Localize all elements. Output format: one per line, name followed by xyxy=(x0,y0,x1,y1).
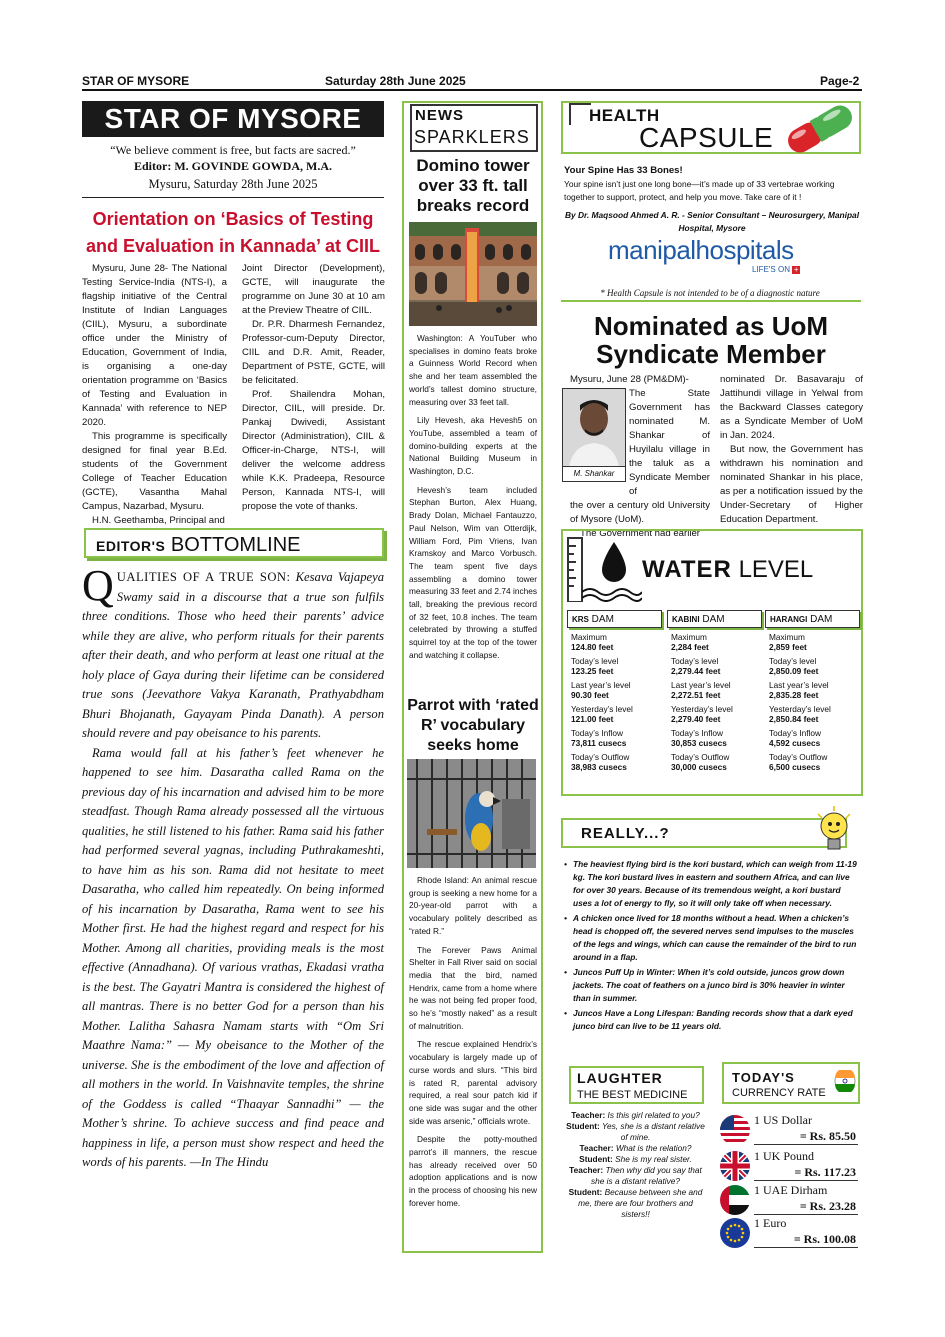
shankar-photo-caption: M. Shankar xyxy=(563,466,625,481)
currency-value: = Rs. 117.23 xyxy=(794,1165,856,1179)
dam-stat-value: 2,859 feet xyxy=(769,642,807,652)
masthead-info xyxy=(82,142,384,192)
dam-stat-value: 2,279.44 feet xyxy=(671,666,721,676)
currency-name: 1 Euro xyxy=(754,1216,787,1230)
really-facts-list xyxy=(563,858,861,1035)
joke-line: Teacher: What is the relation? xyxy=(579,1143,692,1153)
dam-stat-value: 6,500 cusecs xyxy=(769,762,821,772)
parrot-para: Despite the potty-mouthed parrot’s ill manners, the rescue has already received over 50 adoption applications and is now in the process of choosing his new forever home. xyxy=(409,1134,537,1208)
domino-para: Washington: A YouTuber who specialises in domino feats broke a Guinness World Record when she and her team assembled the world’s tallest domino structure, measuring over 33 feet tall. xyxy=(409,333,537,407)
laughter-banner xyxy=(569,1066,704,1104)
domino-headline: Domino tower over 33 ft. tall breaks record xyxy=(416,156,530,215)
domino-photo xyxy=(409,222,537,326)
currency-rule xyxy=(754,1180,858,1181)
parrot-para: Rhode Island: An animal rescue group is seeking a new home for a 20-year-old parrot with a vocabulary politely described as “rated R.” xyxy=(409,875,537,936)
uae-flag-icon xyxy=(720,1185,750,1215)
really-banner xyxy=(561,818,847,848)
harangi-dam-stats: Maximum 2,859 feet Today’s level 2,850.09 feet Last year’s level 2,835.28 feet Yesterday’s level 2,850.84 feet Today’s Inflow 4,592 cusecs Today’s Outflow 6,500 cusecs xyxy=(765,632,860,773)
joke-line: Teacher: Is this girl related to you? xyxy=(571,1110,700,1120)
health-byline: By Dr. Maqsood Ahmed A. R. - Senior Consultant – Neurosurgery, Manipal Hospital, Mysore xyxy=(564,210,860,233)
kabini-dam-column xyxy=(667,610,762,773)
currency-name: 1 UAE Dirham xyxy=(754,1183,828,1197)
india-flag-icon xyxy=(834,1070,856,1092)
editorial-dropcap: Q xyxy=(82,561,114,610)
dam-stat-value: 2,284 feet xyxy=(671,642,709,652)
domino-article xyxy=(409,332,537,668)
currency-rule xyxy=(754,1247,858,1248)
domino-photo-illustration xyxy=(409,222,537,326)
ciil-para: Prof. Shailendra Mohan, Director, CIIL, will preside. Dr. Pankaj Dwivedi, Assistant Director (Administration), CIIL & Officer-in-Charge, NTS-I, will deliver the welcome address while K.K. Pradeepa, Resource Person, Kannada NTS-I, will propose the vote of thanks. xyxy=(242,389,385,512)
nominated-wrap-text: The State Government has nominated M. Shankar of Huyilalu village in the taluk as a Syndicate Member of xyxy=(629,388,710,497)
masthead-dateline: Mysuru, Saturday 28th June 2025 xyxy=(148,177,318,191)
nominated-para: nominated Dr. Basavaraju of Jattihundi village in Yelwal from the Backward Classes category as a Syndicate Member of UoM in Jan. 2024. xyxy=(720,374,863,441)
manipal-tagline: LIFE'S ON + xyxy=(752,265,799,274)
editorial-lead-caps: UALITIES OF A TRUE SON: xyxy=(116,570,291,584)
editors-bottomline-label: EDITOR'S BOTTOMLINE xyxy=(96,534,301,556)
harangi-dam-column xyxy=(765,610,860,773)
sparklers-label: SPARKLERS xyxy=(414,127,530,147)
nominated-lead: Mysuru, June 28 (PM&DM)- xyxy=(570,374,689,385)
dam-stat-value: 2,850.84 feet xyxy=(769,714,819,724)
dam-stat-value: 123.25 feet xyxy=(571,666,614,676)
joke-line: Student: Because between she and me, there are four brothers and sisters!! xyxy=(568,1187,703,1219)
currency-row-eur xyxy=(720,1216,860,1250)
dam-stat-value: 2,272.51 feet xyxy=(671,690,721,700)
lightbulb-icon xyxy=(812,806,856,854)
shankar-photo xyxy=(562,388,626,482)
capsule-pill-icon xyxy=(779,105,861,153)
harangi-dam-title: HARANGI DAM xyxy=(765,610,860,628)
krs-dam-column xyxy=(567,610,662,773)
dam-stat-value: 90.30 feet xyxy=(571,690,609,700)
really-label: REALLY...? xyxy=(581,825,670,842)
us-flag-icon xyxy=(720,1115,750,1145)
ciil-headline: Orientation on ‘Basics of Testing and Evaluation in Kannada’ at CIIL xyxy=(85,209,381,256)
currency-rule xyxy=(754,1214,858,1215)
currency-rate-label: CURRENCY RATE xyxy=(732,1087,826,1099)
header-rule xyxy=(82,89,862,91)
masthead-rule xyxy=(82,197,384,198)
health-body: Your spine isn’t just one long bone—it’s made up of 33 vertebrae working together to support, protect, and help you move. Take care of it ! xyxy=(564,179,835,202)
dam-stat-value: 124.80 feet xyxy=(571,642,614,652)
currency-value: = Rs. 85.50 xyxy=(799,1129,856,1143)
dam-stat-value: 2,279.40 feet xyxy=(671,714,721,724)
parrot-headline: Parrot with ‘rated R’ vocabulary seeks home xyxy=(407,697,539,754)
banner-corner xyxy=(569,103,591,125)
parrot-para: The rescue explained Hendrix’s vocabulary is largely made up of curse words and slurs. “This bird is rated R, parental advisory required, a real sour patch kid if one side was sugar and the other side was arsenic,” officials wrote. xyxy=(409,1039,537,1126)
editorial-para: Rama would fall at his father’s feet whenever he happened to see him. Dasaratha called Rama on the previous day of his incarnation and advised him to be more steadfast. Though Rama already possessed all the virtuous qualities, he still listened to his father. Rama said his father had performed several yagnas, including Puthrakameshti, to have him as his son. Rama did not hesitate to meet Dasaratha, who called him repeatedly. On being informed of his incarnation by Dasaratha, Rama went to see his Mother first. He had the highest regard and respect for his Mother. Among all charities, providing meals is the most effective (Annadhana). Of various vrathas, Ekadasi vratha is the best. The Gayatri Mantra is considered the highest of all mantras. There is no better God for a person than his Mother. Lalitha Sahasra Namam starts with “Om Sri Maathre Nama:” — My obeisance to the Mother of the universe. She is the embodiment of the love and affection of all mothers in the world. In Vaishnavite temples, the shrine of the Goddess is called “Thaayar Sannadhi” — the Mother’s shrine. To achieve success and find peace and happiness in life, a person must show respect and heed the words of his parents. —In The Hindu xyxy=(82,745,384,1169)
dam-stat-value: 2,835.28 feet xyxy=(769,690,819,700)
health-bottom-rule xyxy=(561,300,861,302)
ciil-para: Mysuru, June 28- The National Testing Service-India (NTS-I), a flagship initiative of the Central Institute of Indian Languages (CIIL), Mysuru, a subordinate office under the Ministry of Education, Government of India, is organising a one-day orientation programme on ‘Basics of Testing and Evaluation in Kannada’ with reference to NEP 2020. xyxy=(82,263,227,428)
masthead-editor: Editor: M. GOVINDE GOWDA, M.A. xyxy=(134,159,332,173)
dam-stat-value: 30,000 cusecs xyxy=(671,762,727,772)
water-gauge-icon xyxy=(566,534,642,602)
todays-label: TODAY'S xyxy=(732,1070,795,1085)
kabini-dam-stats: Maximum 2,284 feet Today’s level 2,279.44 feet Last year’s level 2,272.51 feet Yesterday’s level 2,279.40 feet Today’s Inflow 30,853 cusecs Today’s Outflow 30,000 cusecs xyxy=(667,632,762,773)
masthead-motto: “We believe comment is free, but facts are sacred.” xyxy=(110,143,356,157)
header-paper-name: STAR OF MYSORE xyxy=(82,74,190,88)
parrot-photo xyxy=(407,759,536,868)
dam-stat-value: 4,592 cusecs xyxy=(769,738,821,748)
ciil-para: Dr. P.R. Dharmesh Fernandez, Professor-cum-Deputy Director, CIIL and D.R. Amit, Reader, Department of PSTE, GCTE, will be felicitated. xyxy=(242,319,385,386)
currency-row-gbp xyxy=(720,1149,860,1183)
parrot-article xyxy=(409,874,537,1216)
shankar-portrait xyxy=(563,389,625,467)
nominated-col1 xyxy=(570,373,710,541)
nominated-col2 xyxy=(720,373,863,527)
nominated-rest: the over a century old University of Mysore (UoM). xyxy=(570,500,710,525)
editorial-lead: Kesava Vajapeya Swamy said in a discourse that a true son fulfils three conditions. Those who heed their parents’ advice while they are alive, who perform rituals for their parents after their death, and who perform at least one ritual at the holy place of Gaya during their lifetime can be considered true sons (Jeevathore Vakya Karanath, Prathyabdham Bhuri Bhojanath, Gayayam Pinda Danath). A person should revere and pay obeisance to his parents. xyxy=(82,570,384,740)
parrot-photo-illustration xyxy=(407,759,536,868)
dam-stat-value: 73,811 cusecs xyxy=(571,738,627,748)
nominated-para: The Government had earlier xyxy=(580,528,700,539)
uk-flag-icon xyxy=(720,1151,750,1181)
red-cross-icon: + xyxy=(793,265,799,274)
news-sparklers-banner xyxy=(410,104,538,152)
joke-line: Student: She is my real sister. xyxy=(579,1154,692,1164)
dam-stat-value: 38,983 cusecs xyxy=(571,762,627,772)
editors-bottomline-banner xyxy=(84,528,384,558)
parrot-para: The Forever Paws Animal Shelter in Fall River said on social media that the bird, named Hendrix, came from a home where he was not being fed proper food, so he’s “mostly naked” as a result of malnutrition. xyxy=(409,944,537,1031)
laughter-joke xyxy=(563,1110,708,1220)
fact-item: • A chicken once lived for 18 months without a head. When a chicken’s head is chopped off, the severed nerves send impulses to the muscles of the legs and wings, which can cause the remainder of the bird to run around in a flap. xyxy=(573,912,861,964)
nominated-headline: Nominated as UoM Syndicate Member xyxy=(593,311,829,369)
fact-item: • The heaviest flying bird is the kori bustard, which can weigh from 11-19 kg. The kori bustard lives in eastern and southern Africa, and can live for over 30 years. Because of its tremendous weight, a kori bustard uses a lot of energy to fly, so it will only take off when necessary. xyxy=(573,858,861,910)
dam-stat-value: 2,850.09 feet xyxy=(769,666,819,676)
manipal-logo: manipalhospitals xyxy=(608,235,794,265)
best-medicine-label: THE BEST MEDICINE xyxy=(577,1089,688,1101)
health-label: HEALTH xyxy=(589,106,660,125)
news-label: NEWS xyxy=(415,107,464,124)
dam-stat-value: 30,853 cusecs xyxy=(671,738,727,748)
currency-value: = Rs. 23.28 xyxy=(799,1199,856,1213)
ciil-para: Joint Director (Development), GCTE, will inaugurate the programme on June 30 at 10 am at the Preview Theatre of CIIL. xyxy=(242,263,385,316)
health-disclaimer: * Health Capsule is not intended to be of a diagnostic nature xyxy=(600,288,820,298)
ciil-para: This programme is specifically designed for final year B.Ed. students of the Government College of Teacher Education (GCTE), Vasantha Mahal Campus, Nazarbad, Mysuru. xyxy=(82,431,227,512)
krs-dam-title: KRS DAM xyxy=(567,610,662,628)
header-date: Saturday 28th June 2025 xyxy=(325,74,466,88)
currency-rate-banner xyxy=(722,1062,860,1104)
nominated-para: But now, the Government has withdrawn his nomination and nominated Shankar in his place, as per a notification issued by the Under-Secretary of Higher Education Department. xyxy=(720,444,863,525)
currency-rule xyxy=(754,1144,858,1145)
header-page-number: Page-2 xyxy=(820,74,860,88)
currency-name: 1 US Dollar xyxy=(754,1113,812,1127)
masthead-title: STAR OF MYSORE xyxy=(82,101,384,137)
eu-flag-icon xyxy=(720,1218,750,1248)
ciil-article-col2 xyxy=(242,262,385,514)
health-capsule-content xyxy=(564,164,860,234)
capsule-label: CAPSULE xyxy=(639,122,774,153)
water-level-label: WATER LEVEL xyxy=(642,556,814,583)
ciil-article-col1 xyxy=(82,262,227,528)
fact-item: • Juncos Puff Up in Winter: When it’s cold outside, juncos grow down jackets. The coat of feathers on a junco bird is 30% heavier in winter than in summer. xyxy=(573,966,861,1005)
currency-value: = Rs. 100.08 xyxy=(793,1232,856,1246)
currency-row-usd xyxy=(720,1113,860,1147)
health-title: Your Spine Has 33 Bones! xyxy=(564,165,683,176)
ciil-para: H.N. Geethamba, Principal and xyxy=(92,515,225,526)
currency-row-aed xyxy=(720,1183,860,1217)
domino-para: Hevesh’s team included Stephan Burton, Alex Huang, Brady Dolan, Michael Fantauzzo, Paul Nelson, Wim van Otterdijk, William Ford, Pim Vriens, Ivan Kramskoy and Marco Vorbusch. The team spent five days assembling a domino tower measuring 33 feet and 2.74 inches tall, breaking the previous record of 32 feet, 10.8 inches. The team celebrated by throwing a stuffed squirrel toy at the top of the tower and watching it collapse. xyxy=(409,484,537,660)
dam-stat-value: 121.00 feet xyxy=(571,714,614,724)
laughter-label: LAUGHTER xyxy=(577,1070,663,1086)
currency-name: 1 UK Pound xyxy=(754,1149,815,1163)
health-capsule-banner xyxy=(561,101,861,154)
krs-dam-stats: Maximum 124.80 feet Today’s level 123.25 feet Last year’s level 90.30 feet Yesterday’s level 121.00 feet Today’s Inflow 73,811 cusecs Today’s Outflow 38,983 cusecs xyxy=(567,632,662,773)
editorial-text xyxy=(82,561,384,1173)
joke-line: Teacher: Then why did you say that she is a distant relative? xyxy=(569,1165,702,1186)
fact-item: • Juncos Have a Long Lifespan: Banding records show that a dark eyed junco bird can live to be 11 years old. xyxy=(573,1007,861,1033)
domino-para: Lily Hevesh, aka Hevesh5 on YouTube, assembled a team of domino-building experts at the National Building Museum in Washington, D.C. xyxy=(409,415,537,477)
joke-line: Student: Yes, she is a distant relative of mine. xyxy=(566,1121,705,1142)
kabini-dam-title: KABINI DAM xyxy=(667,610,762,628)
